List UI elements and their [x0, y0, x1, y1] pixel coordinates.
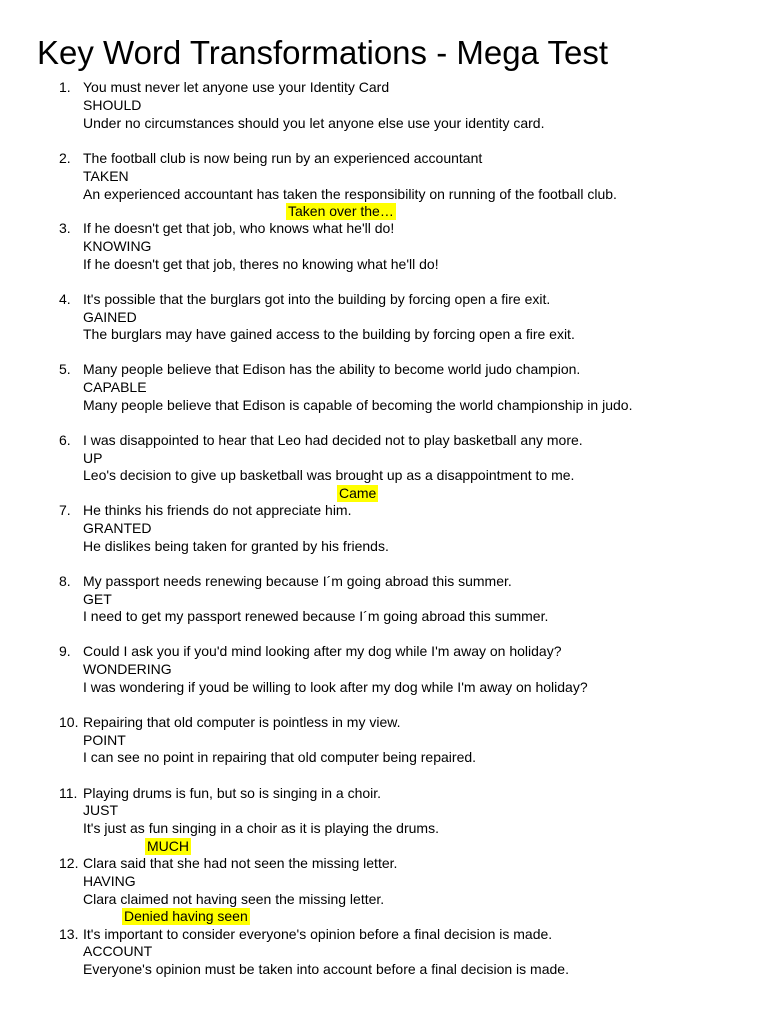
item-number: 5.: [59, 361, 71, 377]
item-number: 11.: [59, 785, 78, 801]
item-answer: I was wondering if youd be willing to look after my dog while I'm away on holiday?: [83, 679, 588, 695]
item-keyword: TAKEN: [83, 168, 129, 184]
item-number: 1.: [59, 79, 71, 95]
item-number: 6.: [59, 432, 71, 448]
item-number: 9.: [59, 643, 71, 659]
item-number: 4.: [59, 291, 71, 307]
item-answer: Leo's decision to give up basketball was brought up as a disappointment to me.: [83, 467, 575, 483]
item-number: 12.: [59, 855, 79, 871]
item-answer: An experienced accountant has taken the responsibility on running of the football club.: [83, 186, 617, 202]
item-answer: I need to get my passport renewed because I´m going abroad this summer.: [83, 608, 549, 624]
item-sentence: It's important to consider everyone's opinion before a final decision is made.: [83, 926, 553, 942]
item-keyword: GRANTED: [83, 520, 152, 536]
item-keyword: WONDERING: [83, 661, 172, 677]
item-sentence: Playing drums is fun, but so is singing in a choir.: [83, 785, 382, 801]
item-number: 10.: [59, 714, 79, 730]
item-number: 3.: [59, 220, 71, 236]
item-keyword: POINT: [83, 732, 126, 748]
item-number: 13.: [59, 926, 79, 942]
item-sentence: My passport needs renewing because I´m going abroad this summer.: [83, 573, 512, 589]
item-keyword: GAINED: [83, 309, 137, 325]
item-answer: It's just as fun singing in a choir as it is playing the drums.: [83, 820, 439, 836]
item-answer: Under no circumstances should you let anyone else use your identity card.: [83, 115, 545, 131]
item-keyword: ACCOUNT: [83, 943, 153, 959]
item-sentence: The football club is now being run by an experienced accountant: [83, 150, 483, 166]
item-answer: If he doesn't get that job, theres no knowing what he'll do!: [83, 256, 439, 272]
highlighted-correction: Came: [339, 485, 377, 501]
item-sentence: Repairing that old computer is pointless in my view.: [83, 714, 401, 730]
item-keyword: SHOULD: [83, 97, 142, 113]
item-answer: Everyone's opinion must be taken into account before a final decision is made.: [83, 961, 569, 977]
item-answer: I can see no point in repairing that old computer being repaired.: [83, 749, 477, 765]
item-number: 2.: [59, 150, 71, 166]
page-title: Key Word Transformations - Mega Test: [37, 34, 609, 71]
item-keyword: KNOWING: [83, 238, 152, 254]
item-answer: Clara claimed not having seen the missing letter.: [83, 891, 385, 907]
highlighted-correction: MUCH: [147, 838, 189, 854]
item-sentence: Many people believe that Edison has the ability to become world judo champion.: [83, 361, 581, 377]
item-answer: Many people believe that Edison is capable of becoming the world championship in judo.: [83, 397, 633, 413]
item-sentence: If he doesn't get that job, who knows what he'll do!: [83, 220, 395, 236]
highlighted-correction: Taken over the…: [288, 203, 394, 219]
item-answer: The burglars may have gained access to the building by forcing open a fire exit.: [83, 326, 575, 342]
item-sentence: I was disappointed to hear that Leo had decided not to play basketball any more.: [83, 432, 583, 448]
item-keyword: CAPABLE: [83, 379, 147, 395]
item-number: 7.: [59, 502, 71, 518]
item-keyword: JUST: [83, 802, 118, 818]
item-keyword: HAVING: [83, 873, 136, 889]
item-sentence: It's possible that the burglars got into the building by forcing open a fire exit.: [83, 291, 551, 307]
item-answer: He dislikes being taken for granted by his friends.: [83, 538, 389, 554]
highlighted-correction: Denied having seen: [124, 908, 248, 924]
item-sentence: Clara said that she had not seen the missing letter.: [83, 855, 398, 871]
item-keyword: UP: [83, 450, 103, 466]
item-keyword: GET: [83, 591, 112, 607]
item-sentence: Could I ask you if you'd mind looking after my dog while I'm away on holiday?: [83, 643, 562, 659]
item-sentence: You must never let anyone use your Identity Card: [83, 79, 390, 95]
item-number: 8.: [59, 573, 71, 589]
item-sentence: He thinks his friends do not appreciate him.: [83, 502, 352, 518]
